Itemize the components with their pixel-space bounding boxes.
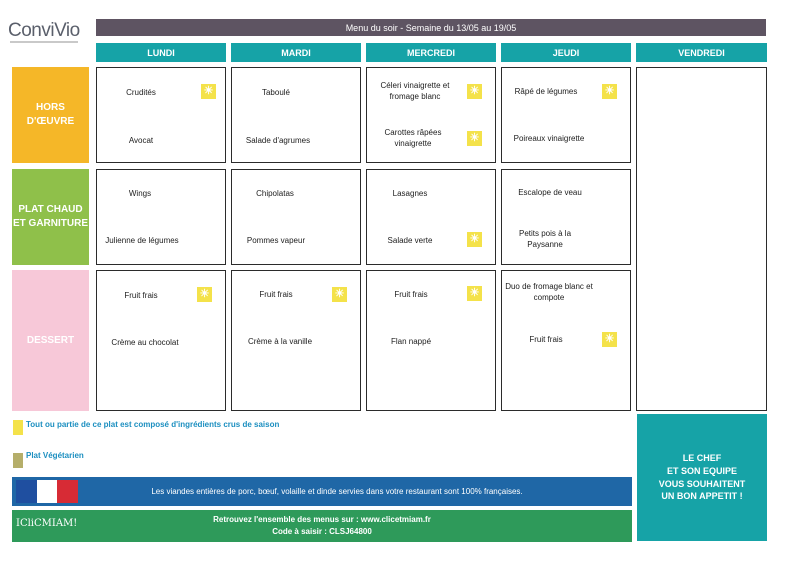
dish: Râpé de légumes: [514, 87, 578, 96]
seasonal-sun-icon: ☀: [332, 287, 347, 302]
seasonal-sun-icon: ☀: [602, 84, 617, 99]
dish: Salade verte: [387, 236, 433, 245]
dish: Carottes râpées vinaigrette: [384, 128, 442, 148]
chef-message-box: [637, 414, 767, 541]
cell-hors-oeuvre-lundi: [96, 67, 226, 163]
dish: Chipolatas: [256, 189, 294, 198]
seasonal-sun-icon: ☀: [197, 287, 212, 302]
dish: Fruit frais: [529, 335, 563, 344]
vegetarian-legend-icon: [13, 453, 23, 468]
day-header-vendredi: VENDREDI: [636, 43, 767, 62]
french-meat-banner: [12, 477, 632, 506]
seasonal-sun-icon: ☀: [467, 84, 482, 99]
website-banner: [12, 510, 632, 542]
menu-title-bar: Menu du soir - Semaine du 13/05 au 19/05: [96, 19, 766, 36]
cell-dessert-jeudi: [501, 270, 631, 411]
row-label-hors-oeuvre: HORS D'ŒUVRE: [12, 67, 89, 163]
seasonal-sun-icon: ☀: [467, 131, 482, 146]
dish: Fruit frais: [394, 290, 428, 299]
seasonal-legend-text: Tout ou partie de ce plat est composé d'ingrédients crus de saison: [26, 420, 280, 429]
seasonal-sun-icon: ☀: [201, 84, 216, 99]
dish: Lasagnes: [392, 189, 428, 198]
chef-line: LE CHEF: [682, 453, 722, 464]
chef-line: ET SON EQUIPE: [666, 465, 737, 476]
row-label-plat-chaud: PLAT CHAUD ET GARNITURE: [12, 169, 89, 265]
dish: Fruit frais: [124, 291, 158, 300]
dish: Petits pois à la Paysanne: [518, 229, 572, 249]
dish: Avocat: [128, 136, 154, 145]
dish: Fruit frais: [259, 290, 293, 299]
cell-plat-mercredi: [366, 169, 496, 265]
dish: Poireaux vinaigrette: [513, 134, 585, 143]
dish: Pommes vapeur: [246, 236, 306, 245]
day-header-lundi: LUNDI: [96, 43, 226, 62]
code-text: Code à saisir : CLSJ64800: [272, 527, 372, 536]
cell-hors-oeuvre-jeudi: [501, 67, 631, 163]
cell-dessert-mercredi: [366, 270, 496, 411]
day-header-jeudi: JEUDI: [501, 43, 631, 62]
chef-line: UN BON APPETIT !: [661, 491, 743, 502]
vendredi-empty-cell: [636, 67, 767, 411]
dish: Escalope de veau: [518, 188, 582, 197]
dish: Duo de fromage blanc et compote: [505, 282, 593, 302]
row-label-dessert: DESSERT: [12, 270, 89, 411]
day-header-mercredi: MERCREDI: [366, 43, 496, 62]
convivio-logo: ConviVio: [8, 20, 80, 41]
cell-hors-oeuvre-mercredi: [366, 67, 496, 163]
dish: Céleri vinaigrette et fromage blanc: [380, 81, 450, 101]
website-text[interactable]: Retrouvez l'ensemble des menus sur : www.clicetmiam.fr: [213, 515, 431, 525]
cell-plat-jeudi: [501, 169, 631, 265]
french-meat-text: Les viandes entières de porc, bœuf, volaille et dinde servies dans votre restaurant sont 100% françaises.: [151, 487, 523, 496]
cell-hors-oeuvre-mardi: [231, 67, 361, 163]
dish: Wings: [128, 189, 152, 198]
dish: Crème à la vanille: [247, 337, 313, 346]
dish: Flan nappé: [390, 337, 432, 346]
cell-plat-mardi: [231, 169, 361, 265]
vegetarian-legend-text: Plat Végétarien: [26, 451, 84, 460]
seasonal-legend-icon: [13, 420, 23, 435]
clicetmiam-logo: ICliCMIAM!: [16, 518, 78, 529]
cell-dessert-mardi: [231, 270, 361, 411]
cell-plat-lundi: [96, 169, 226, 265]
seasonal-sun-icon: ☀: [602, 332, 617, 347]
dish: Julienne de légumes: [105, 236, 179, 245]
dish: Crudités: [126, 88, 156, 97]
dish: Crème au chocolat: [111, 338, 179, 347]
dish: Taboulé: [261, 88, 291, 97]
logo-underline: [10, 41, 78, 43]
seasonal-sun-icon: ☀: [467, 232, 482, 247]
dish: Salade d'agrumes: [245, 136, 311, 145]
chef-line: VOUS SOUHAITENT: [658, 478, 746, 489]
seasonal-sun-icon: ☀: [467, 286, 482, 301]
cell-dessert-lundi: [96, 270, 226, 411]
french-flag-icon: [16, 480, 78, 503]
day-header-mardi: MARDI: [231, 43, 361, 62]
